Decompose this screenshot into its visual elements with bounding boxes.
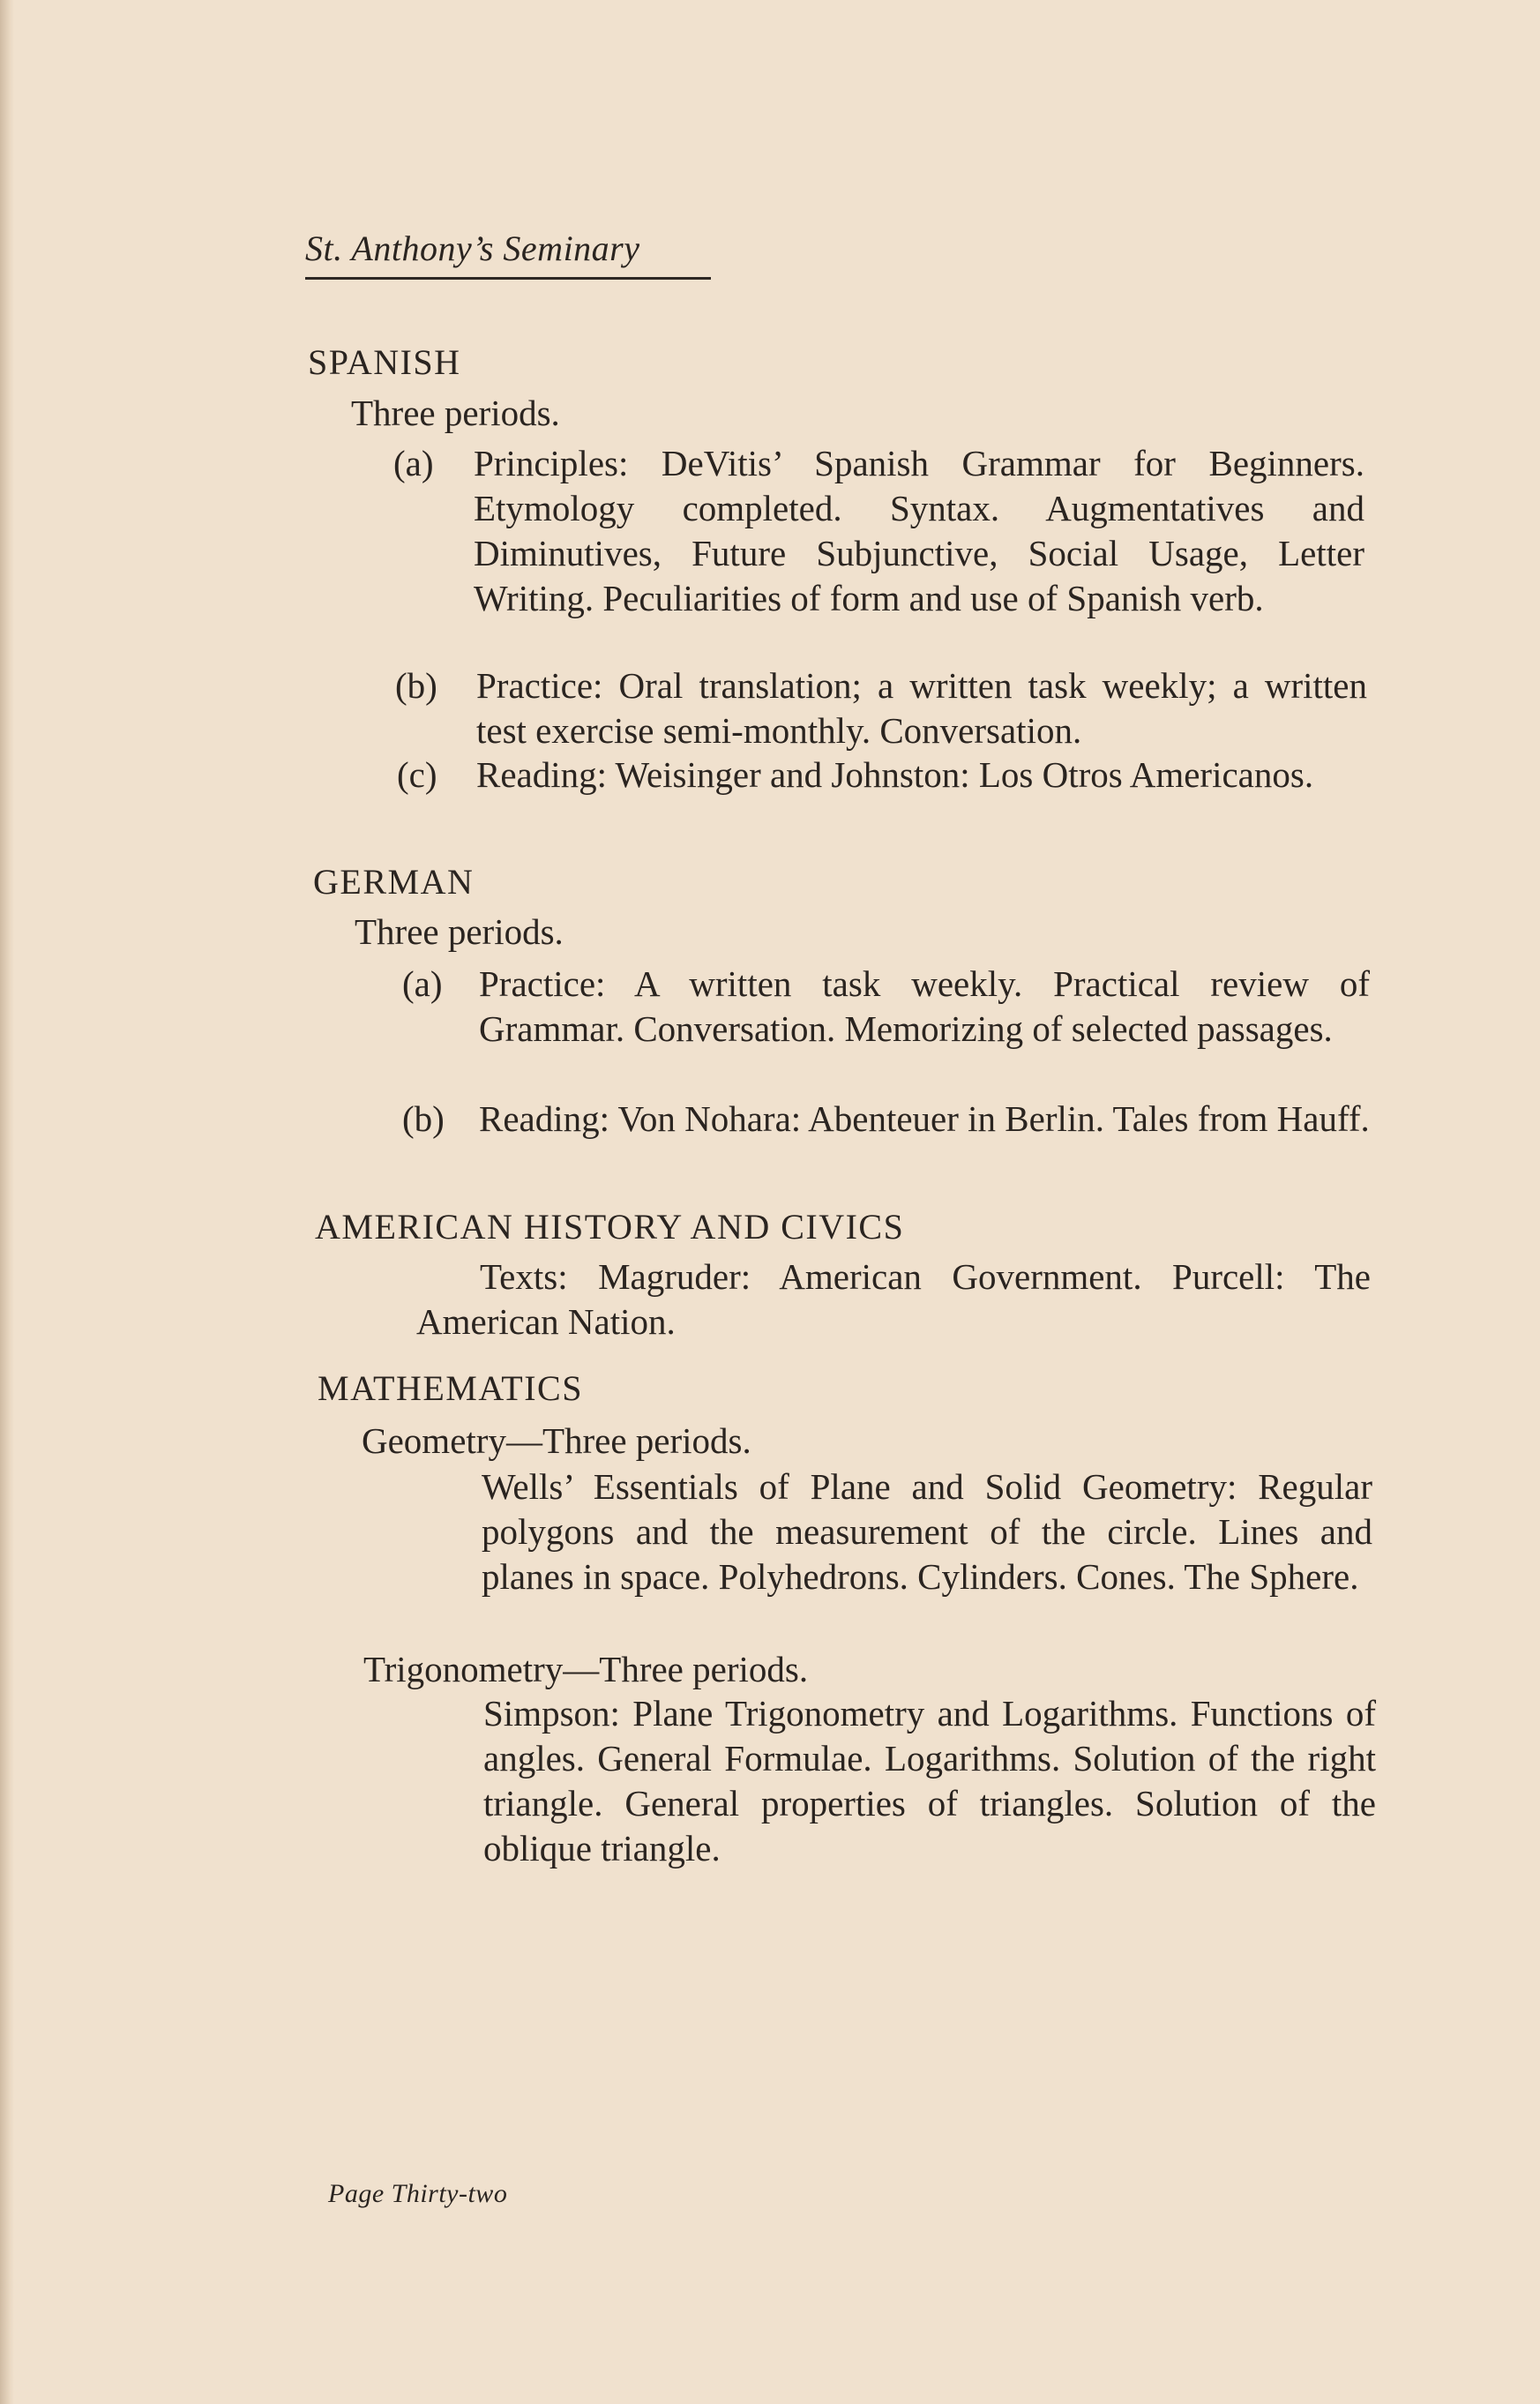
geometry-title: Geometry—Three periods. xyxy=(362,1420,751,1461)
trigonometry-text: Simpson: Plane Trigonometry and Logarithms. Functions of angles. General Formulae. Logarithms. Solution of the right triangle. General properties of triangles. Solution of the oblique triangle. xyxy=(483,1693,1376,1869)
spanish-item-c-label: (c) xyxy=(397,754,437,795)
spanish-periods: Three periods. xyxy=(351,393,560,433)
german-item-b-label: (b) xyxy=(402,1098,445,1139)
german-item-a-label: (a) xyxy=(402,963,443,1004)
spanish-item-c-text: Reading: Weisinger and Johnston: Los Otros Americanos. xyxy=(476,754,1314,795)
german-item-b-text: Reading: Von Nohara: Abenteuer in Berlin. Tales from Hauff. xyxy=(479,1098,1370,1139)
spanish-item-a-label: (a) xyxy=(393,443,434,483)
running-head: St. Anthony’s Seminary xyxy=(305,228,640,268)
spanish-heading: SPANISH xyxy=(308,342,461,382)
german-item-a-text: Practice: A written task weekly. Practical review of Grammar. Conversation. Memorizing of selected passages. xyxy=(479,963,1370,1049)
page-edge xyxy=(0,0,14,2404)
spanish-item-b-label: (b) xyxy=(395,665,437,706)
running-head-rule xyxy=(305,277,711,280)
trigonometry-title: Trigonometry—Three periods. xyxy=(363,1649,809,1689)
american-history-heading: AMERICAN HISTORY AND CIVICS xyxy=(315,1207,905,1247)
spanish-item-b-text: Practice: Oral translation; a written task weekly; a written test exercise semi-monthly. Conversation. xyxy=(476,665,1367,751)
american-history-text: Texts: Magruder: American Government. Purcell: The American Nation. xyxy=(416,1256,1371,1342)
spanish-item-a-text: Principles: DeVitis’ Spanish Grammar for Beginners. Etymology completed. Syntax. Augmentatives and Diminutives, Future Subjunctive, Social Usage, Letter Writing. Peculiarities of form and use of Spanish verb. xyxy=(474,443,1364,618)
page-number: Page Thirty-two xyxy=(328,2179,508,2208)
german-heading: GERMAN xyxy=(313,862,475,902)
mathematics-heading: MATHEMATICS xyxy=(318,1368,583,1408)
geometry-text: Wells’ Essentials of Plane and Solid Geometry: Regular polygons and the measurement of the circle. Lines and planes in space. Polyhedrons. Cylinders. Cones. The Sphere. xyxy=(482,1466,1372,1597)
german-periods: Three periods. xyxy=(355,911,564,952)
